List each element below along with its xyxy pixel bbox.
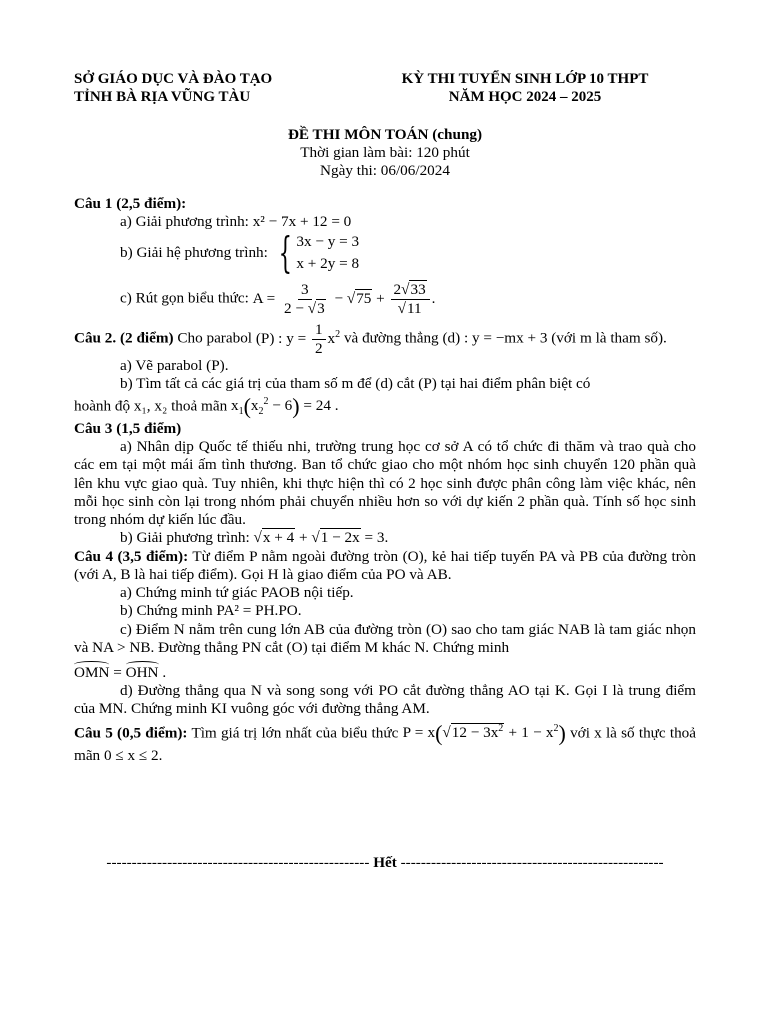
q1-c-expression: A = $\frac{3}{2 - √3}$ − √75 + $\frac{2√33}{√11}$ . [252,281,436,317]
q1-part-b: b) Giải hệ phương trình: { 3x − y = 3 x + 2y = 8 [120,228,360,278]
q1-b-eq1: 3x − y = 3 [296,233,360,251]
q1-a-equation: x² − 7x + 12 = 0 [252,212,352,230]
end-marker: ---------------------------------------------------- Hết ---------------------------------------------------- [106,854,664,871]
q2-intro: Câu 2. (2 điểm) Cho parabol (P) : y = $\frac{1}{2}$ $x^2$ và đường thẳng (d) : y = −mx + 3 (với m là tham số). [74,321,667,357]
exam-name: KỲ THI TUYỂN SINH LỚP 10 THPT [401,71,649,87]
q4-title: Câu 4 (3,5 điểm): [74,547,189,565]
exam-title: ĐỀ THI MÔN TOÁN (chung) [287,126,483,143]
exam-duration: Thời gian làm bài: 120 phút [300,144,470,162]
school-year: NĂM HỌC 2024 – 2025 [448,89,602,105]
q5-title: Câu 5 (0,5 điểm): [74,724,188,742]
department-name: SỞ GIÁO DỤC VÀ ĐÀO TẠO [74,71,273,87]
q2-part-b: b) Tìm tất cả các giá trị của tham số m để (d) cắt (P) tại hai điểm phân biệt có [120,375,591,393]
exam-page [74,70,696,765]
q1-title: Câu 1 (2,5 điểm): [74,194,187,212]
q1-b-eq2: x + 2y = 8 [296,255,360,273]
q5-body: Câu 5 (0,5 điểm): Tìm giá trị lớn nhất của biểu thức $P = x(√12 - 3x^2 + 1 - x^2)$ với x là số thực thoả mãn 0 ≤ x ≤ 2. [74,720,697,765]
q3-title: Câu 3 (1,5 điểm) [74,419,182,437]
brace-icon: { [278,228,292,278]
q4-part-a: a) Chứng minh tứ giác PAOB nội tiếp. [120,584,354,602]
q4-c-equation: OMN = OHN . [74,661,696,682]
q4-intro: Câu 4 (3,5 điểm): Từ điểm P nằm ngoài đường tròn (O), kẻ hai tiếp tuyến PA và PB của đường tròn (với A, B là hai tiếp điểm). Gọi H là giao điểm của PO và AB. [74,547,696,583]
q1-part-a: a) Giải phương trình: x² − 7x + 12 = 0 [120,212,352,230]
exam-header [74,70,696,106]
province-name: TỈNH BÀ RỊA VŨNG TÀU [74,89,251,105]
q3-part-b: b) Giải phương trình: √x + 4 + √1 − 2x = 3. [120,529,389,547]
q4-part-b: b) Chứng minh PA² = PH.PO. [120,602,302,620]
q2-part-a: a) Vẽ parabol (P). [120,357,229,375]
q3-part-a: a) Nhân dịp Quốc tế thiếu nhi, trường trung học cơ sở A có tổ chức đi thăm và trao quà cho các em tại một mái ấm tình thương. Ban tổ chức giao cho một nhóm học sinh chuyển 120 phần quà lên khu vực giao quà. Tuy nhiên, khi thực hiện thì có 2 học sinh được phân công làm việc khác, nên mỗi học sinh còn lại trong nhóm phải chuyển nhiều hơn so với dự kiến 2 phần quà. Tính số học sinh trong nhóm dự kiến lúc đầu. [74,438,696,529]
q1-b-system [272,228,360,278]
q2-title: Câu 2. (2 điểm) [74,329,174,347]
q1-part-c: c) Rút gọn biểu thức: A = $\frac{3}{2 - √3}$ − √75 + $\frac{2√33}{√11}$ . [120,281,436,317]
exam-date: Ngày thi: 06/06/2024 [320,162,450,180]
q2-part-b-cont: hoành độ x₁, x₂ thoả mãn $x_1(x_2^2 - 6) = 24$ . [74,393,339,419]
q4-part-d: d) Đường thẳng qua N và song song với PO cắt đường thẳng AO tại K. Gọi I là trung điểm của MN. Chứng minh KI vuông góc với đường thẳng AM. [74,682,696,718]
q4-part-c: c) Điểm N nằm trên cung lớn AB của đường tròn (O) sao cho tam giác NAB là tam giác nhọn và NA > NB. Đường thẳng PN cắt (O) tại điểm M khác N. Chứng minh [74,620,696,656]
